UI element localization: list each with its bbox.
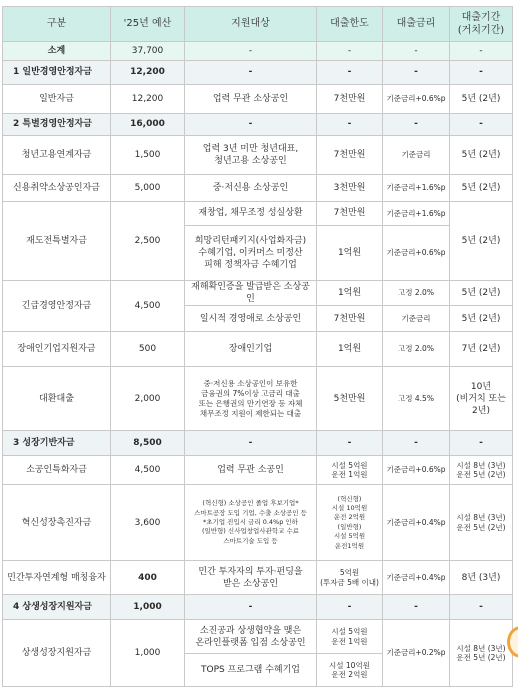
program-limit: 7천만원 [317,202,383,226]
header-budget: '25년 예산 [111,7,185,42]
program-period: 7년 (2년) [450,332,513,367]
program-period: 5년 (2년) [450,281,513,306]
section-budget: 1,000 [111,595,185,620]
program-name: 대환대출 [3,367,111,431]
program-name: 혁신성장촉진자금 [3,485,111,561]
section-label: 3 성장기반자금 [3,431,111,456]
program-limit: 시설 10억원 운전 2억원 [317,654,383,687]
program-rate: 기준금리+0.6%p [383,226,450,281]
header-period: 대출기간 (거치기간) [450,7,513,42]
subtotal-limit: - [317,42,383,61]
section-row-general [3,61,513,85]
table-row [3,456,513,485]
subtotal-rate: - [383,42,450,61]
header-rate: 대출금리 [383,7,450,42]
section-target: - [185,431,317,456]
section-budget: 12,200 [111,61,185,85]
program-name: 청년고용연계자금 [3,136,111,175]
section-rate: - [383,431,450,456]
program-rate: 기준금리+0.4%p [383,485,450,561]
program-budget: 5,000 [111,175,185,202]
table-row [3,332,513,367]
program-limit: 3천만원 [317,175,383,202]
program-target: 장애인기업 [185,332,317,367]
program-rate: 기준금리+0.6%p [383,85,450,114]
section-budget: 8,500 [111,431,185,456]
program-period: 5년 (2년) [450,85,513,114]
table-row [3,281,513,306]
program-rate: 기준금리+0.2%p [383,620,450,687]
program-rate: 기준금리 [383,136,450,175]
subtotal-budget: 37,700 [111,42,185,61]
table-row [3,485,513,561]
program-budget: 1,000 [111,620,185,687]
loan-program-table [2,6,513,687]
section-row-growth [3,431,513,456]
program-budget: 3,600 [111,485,185,561]
section-label: 2 특별경영안정자금 [3,114,111,136]
program-target: TOPS 프로그램 수혜기업 [185,654,317,687]
program-budget: 2,500 [111,202,185,281]
header-row [3,7,513,42]
section-period: - [450,61,513,85]
program-budget: 500 [111,332,185,367]
table-row [3,202,513,226]
program-target: 희망리턴패키지(사업화자금) 수혜기업, 이커머스 미정산 피해 정책자금 수혜기업 [185,226,317,281]
section-row-special [3,114,513,136]
program-name: 민간투자연계형 매칭융자 [3,561,111,595]
program-name: 소공인특화자금 [3,456,111,485]
section-period: - [450,114,513,136]
program-target: 재창업, 채무조정 성실상환 [185,202,317,226]
table-row [3,175,513,202]
program-name: 재도전특별자금 [3,202,111,281]
program-name: 상생성장지원자금 [3,620,111,687]
subtotal-label: 소계 [3,42,111,61]
table-row [3,136,513,175]
program-limit: 7천만원 [317,136,383,175]
program-rate: 고정 4.5% [383,367,450,431]
program-limit: 7천만원 [317,306,383,332]
section-limit: - [317,114,383,136]
program-period: 시설 8년 (3년) 운전 5년 (2년) [450,620,513,687]
program-name: 장애인기업지원자금 [3,332,111,367]
program-rate: 고정 2.0% [383,281,450,306]
section-label: 1 일반경영안정자금 [3,61,111,85]
program-target: 중·저신용 소상공인이 보유한 금융권의 7%이상 고금리 대출 또는 은행권의 만기연장 등 자체 채무조정 지원이 제한되는 대출 [185,367,317,431]
program-period: 5년 (2년) [450,306,513,332]
program-target: 민간 투자자의 투자·펀딩을 받은 소상공인 [185,561,317,595]
section-row-coexistence [3,595,513,620]
section-rate: - [383,114,450,136]
program-rate: 고정 2.0% [383,332,450,367]
program-budget: 4,500 [111,281,185,332]
program-limit: 5억원 (투자금 5배 이내) [317,561,383,595]
program-period: 시설 8년 (3년) 운전 5년 (2년) [450,485,513,561]
subtotal-row [3,42,513,61]
section-limit: - [317,61,383,85]
program-budget: 12,200 [111,85,185,114]
section-rate: - [383,595,450,620]
program-limit: 5천만원 [317,367,383,431]
header-target: 지원대상 [185,7,317,42]
program-rate: 기준금리+0.6%p [383,456,450,485]
program-name: 긴급경영안정자금 [3,281,111,332]
program-budget: 4,500 [111,456,185,485]
section-budget: 16,000 [111,114,185,136]
program-name: 신용취약소상공인자금 [3,175,111,202]
program-limit: (혁신형) 시설 10억원 운전 2억원 (일반형) 시설 5억원 운전1억원 [317,485,383,561]
program-limit: 1억원 [317,281,383,306]
program-target: 업력 무관 소공인 [185,456,317,485]
section-target: - [185,595,317,620]
program-period: 5년 (2년) [450,136,513,175]
table-row [3,561,513,595]
section-target: - [185,61,317,85]
section-target: - [185,114,317,136]
program-period: 8년 (3년) [450,561,513,595]
program-target: 중·저신용 소상공인 [185,175,317,202]
loan-program-table-container [2,6,513,687]
section-limit: - [317,431,383,456]
program-target: 소진공과 상생협약을 맺은 온라인플랫폼 입점 소상공인 [185,620,317,654]
program-limit: 시설 5억원 운전 1억원 [317,456,383,485]
header-limit: 대출한도 [317,7,383,42]
program-target: 일시적 경영애로 소상공인 [185,306,317,332]
program-period: 시설 8년 (3년) 운전 5년 (2년) [450,456,513,485]
program-limit: 1억원 [317,332,383,367]
program-target: 업력 3년 미만 청년대표, 청년고용 소상공인 [185,136,317,175]
program-period: 5년 (2년) [450,202,513,281]
section-period: - [450,431,513,456]
program-budget: 1,500 [111,136,185,175]
header-category: 구분 [3,7,111,42]
program-budget: 400 [111,561,185,595]
program-rate: 기준금리+1.6%p [383,175,450,202]
program-limit: 7천만원 [317,85,383,114]
program-name: 일반자금 [3,85,111,114]
program-period: 5년 (2년) [450,175,513,202]
program-target: 업력 무관 소상공인 [185,85,317,114]
program-rate: 기준금리 [383,306,450,332]
table-row [3,85,513,114]
program-limit: 1억원 [317,226,383,281]
program-rate: 기준금리+1.6%p [383,202,450,226]
program-budget: 2,000 [111,367,185,431]
program-limit: 시설 5억원 운전 1억원 [317,620,383,654]
program-period: 10년 (비거치 또는 2년) [450,367,513,431]
section-label: 4 상생성장지원자금 [3,595,111,620]
program-rate: 기준금리+0.4%p [383,561,450,595]
subtotal-target: - [185,42,317,61]
section-period: - [450,595,513,620]
program-target: 재해확인증을 발급받은 소상공인 [185,281,317,306]
table-row [3,367,513,431]
subtotal-period: - [450,42,513,61]
section-limit: - [317,595,383,620]
section-rate: - [383,61,450,85]
program-target: (혁신형) 소상공인 졸업 후보기업* 스마트공장 도입 기업, 수출 소상공인 등 *초기업 진입시 금리 0.4%p 인하 (일반형) 신사업창업사관학교 수료 스마트기술 도입 등 [185,485,317,561]
table-row [3,620,513,654]
